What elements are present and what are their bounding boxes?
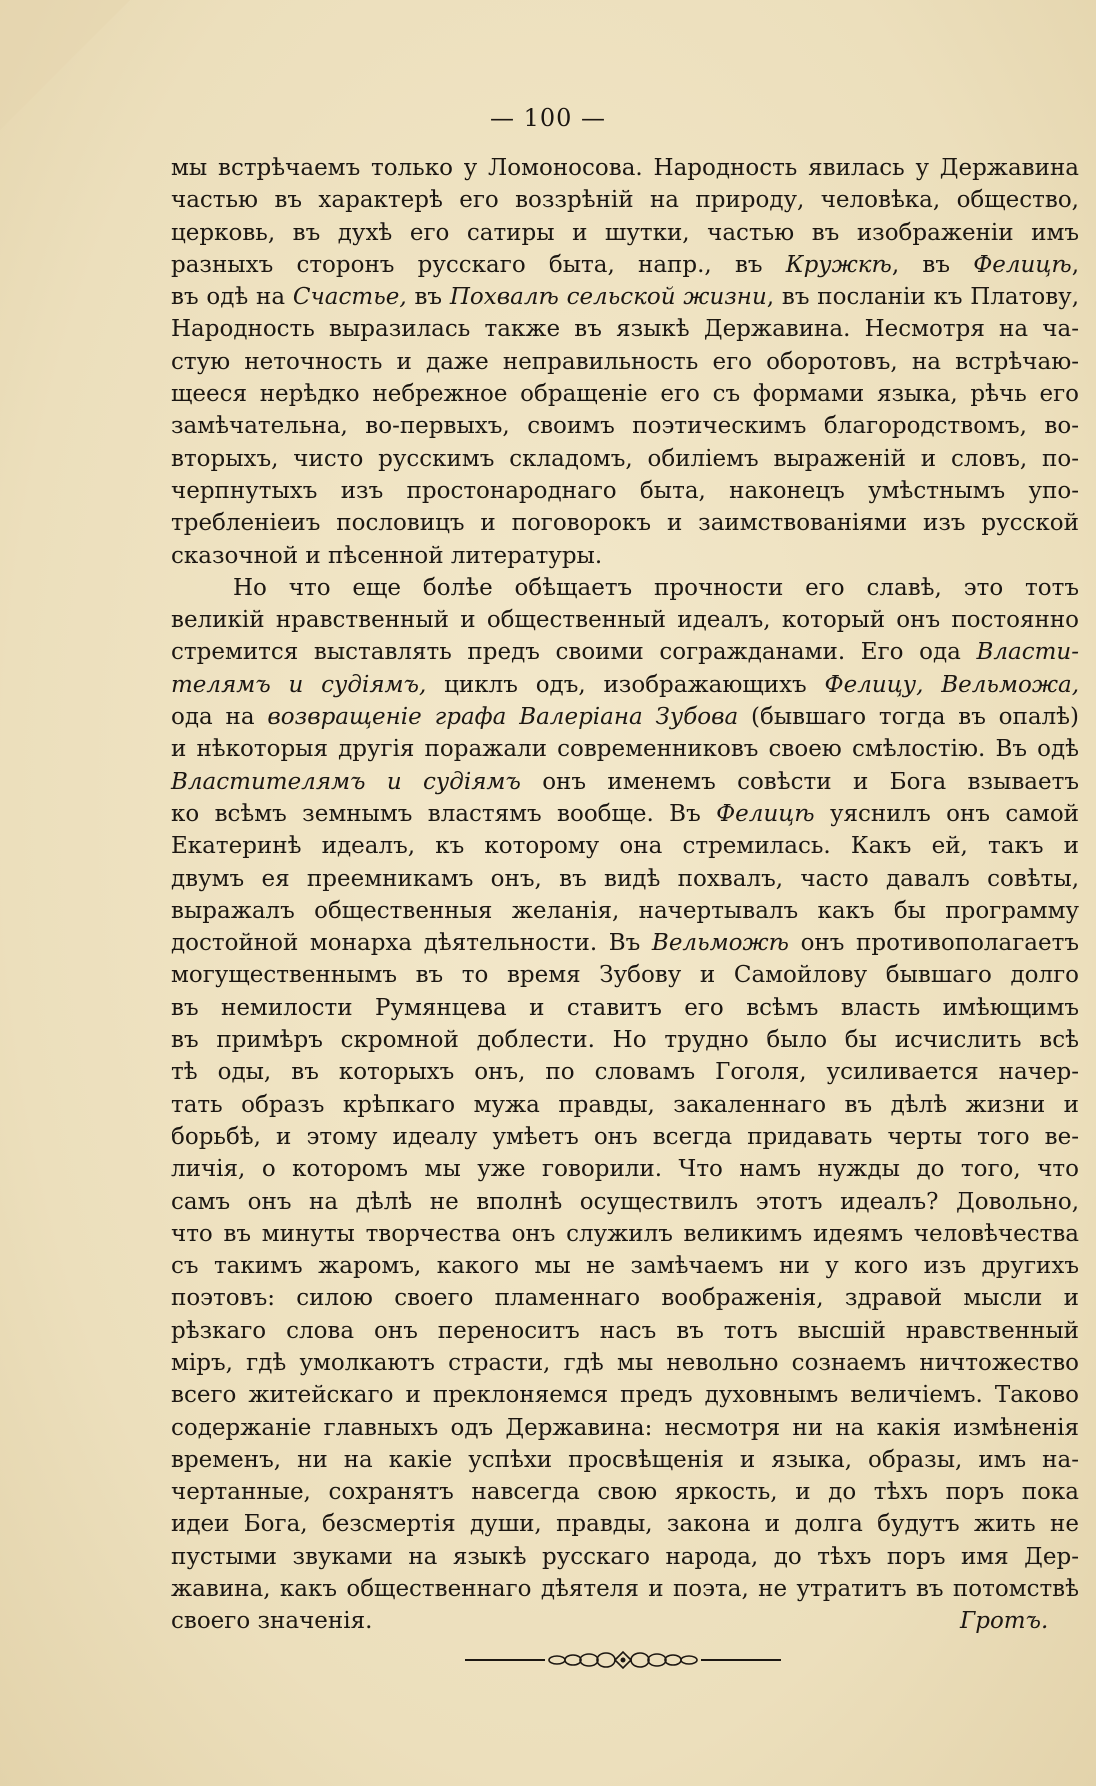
text-line [171,766,1079,798]
text-run: замѣчательна, во-первыхъ, своимъ поэтическимъ благородствомъ, во- [171,413,1079,440]
text-line [171,540,1079,572]
text-line [171,152,1079,184]
text-line [171,1315,1079,1347]
text-run: что въ минуты творчества онъ служилъ великимъ идеямъ человѣчества [171,1220,1079,1247]
text-line [171,1379,1079,1411]
italic-title: возвращеніе графа Валеріана Зубова [267,704,739,731]
text-line [171,1282,1079,1314]
text-line [171,959,1079,991]
text-line [171,701,1079,733]
ornament-divider [465,1648,781,1672]
text-line [171,572,1079,604]
italic-title: Фелицѣ [973,251,1072,278]
text-line [171,1089,1079,1121]
text-run: достойной монарха дѣятельности. Въ [171,930,652,957]
text-run: Екатеринѣ идеалъ, къ которому она стремилась. Какъ ей, такъ и [171,833,1079,860]
text-run: чертанные, сохранятъ навсегда свою яркость, и до тѣхъ поръ пока [171,1479,1079,1506]
text-run: могущественнымъ въ то время Зубову и Самойлову бывшаго долго [171,962,1079,989]
text-run: міръ, гдѣ умолкаютъ страсти, гдѣ мы невольно сознаемъ ничтожество [171,1349,1079,1376]
text-run: сказочной и пѣсенной литературы. [171,542,603,569]
text-run: Но что еще болѣе обѣщаетъ прочности его славѣ, это тотъ [233,574,1079,601]
text-run: съ такимъ жаромъ, какого мы не замѣчаемъ ни у кого изъ другихъ [171,1253,1079,1280]
text-line [171,1508,1079,1540]
text-run: жавина, какъ общественнаго дѣятеля и поэта, не утратитъ въ потомствѣ [171,1576,1079,1603]
text-run: черпнутыхъ изъ простонароднаго быта, наконецъ умѣстнымъ упо- [171,477,1079,504]
text-line [171,798,1079,830]
text-line [171,410,1079,442]
text-run: борьбѣ, и этому идеалу умѣетъ онъ всегда придавать черты того ве- [171,1123,1079,1150]
text-run: великій нравственный и общественный идеалъ, который онъ постоянно [171,607,1079,634]
text-run: выражалъ общественныя желанія, начертывалъ какъ бы программу [171,897,1079,924]
text-line [171,1573,1079,1605]
text-run: , [1071,251,1080,278]
text-line [171,1153,1079,1185]
italic-title: Фелицѣ [716,800,815,827]
text-line [171,249,1079,281]
body-text [171,152,1079,1638]
text-run: тѣ оды, въ которыхъ онъ, по словамъ Гоголя, усиливается начер- [171,1059,1079,1086]
text-run: временъ, ни на какіе успѣхи просвѣщенія и языка, образы, имъ на- [171,1446,1079,1473]
text-line [171,184,1079,216]
text-run: стую неточность и даже неправильность его оборотовъ, на встрѣчаю- [171,348,1079,375]
text-run: онъ именемъ совѣсти и Бога взываетъ [520,768,1079,795]
text-line [171,1444,1079,1476]
text-line [171,281,1079,313]
final-line [171,1605,1079,1637]
italic-title: Кружкѣ [785,251,892,278]
italic-title: Счастье, [292,284,407,311]
text-line [171,313,1079,345]
text-line [171,1121,1079,1153]
text-run: разныхъ сторонъ русскаго быта, напр., въ [171,251,786,278]
text-line [171,1541,1079,1573]
text-run: въ [406,284,450,311]
text-run: ода на [171,704,268,731]
text-run: ко всѣмъ земнымъ властямъ вообще. Въ [171,800,717,827]
text-run: требленіеиъ пословицъ и поговорокъ и заимствованіями изъ русской [171,510,1079,537]
text-run: , въ [891,251,974,278]
text-line [171,733,1079,765]
text-run: рѣзкаго слова онъ переноситъ насъ въ тотъ высшій нравственный [171,1317,1079,1344]
text-run: вторыхъ, чисто русскимъ складомъ, обиліемъ выраженій и словъ, по- [171,445,1079,472]
text-line [171,1186,1079,1218]
text-line [171,1218,1079,1250]
text-line [171,669,1079,701]
text-line [171,1024,1079,1056]
text-line [171,346,1079,378]
text-run: стремится выставлять предъ своими согражданами. Его ода [171,639,977,666]
text-run: пустыми звуками на языкѣ русскаго народа, до тѣхъ поръ имя Дер- [171,1543,1079,1570]
text-run: личія, о которомъ мы уже говорили. Что намъ нужды до того, что [171,1156,1079,1183]
text-run: въ немилости Румянцева и ставитъ его всѣмъ власть имѣющимъ [171,994,1079,1021]
italic-title: Вельможѣ [651,930,789,957]
text-line [171,604,1079,636]
text-run: всего житейскаго и преклоняемся предъ духовнымъ величіемъ. Таково [171,1382,1079,1409]
italic-title: телямъ и судіямъ, [171,671,427,698]
text-run: щееся нерѣдко небрежное обращеніе его съ формами языка, рѣчь его [171,381,1079,408]
final-line-text: своего значенія. [171,1608,373,1635]
text-run: содержаніе главныхъ одъ Державина: несмотря ни на какія измѣненія [171,1414,1079,1441]
text-run: поэтовъ: силою своего пламеннаго воображенія, здравой мысли и [171,1285,1079,1312]
text-line [171,927,1079,959]
text-line [171,636,1079,668]
italic-title: Власти- [976,639,1079,666]
text-run: циклъ одъ, изображающихъ [426,671,825,698]
text-line [171,1250,1079,1282]
text-run: Народность выразилась также въ языкѣ Державина. Несмотря на ча- [171,316,1079,343]
text-run: частью въ характерѣ его воззрѣній на природу, человѣка, общество, [171,187,1079,214]
text-run: (бывшаго тогда въ опалѣ) [738,704,1079,731]
text-line [171,830,1079,862]
text-line [171,992,1079,1024]
text-run: и нѣкоторыя другія поражали современниковъ своею смѣлостію. Въ одѣ [171,736,1079,763]
text-line [171,443,1079,475]
italic-title: Властителямъ и судіямъ [171,768,521,795]
text-line [171,895,1079,927]
text-line [171,1347,1079,1379]
text-run: въ примѣръ скромной доблести. Но трудно было бы исчислить всѣ [171,1027,1079,1054]
text-run: въ одѣ на [171,284,293,311]
text-run: уяснилъ онъ самой [814,800,1080,827]
text-run: двумъ ея преемникамъ онъ, въ видѣ похвалъ, часто давалъ совѣты, [171,865,1079,892]
text-run: , въ посланіи къ Платову, [766,284,1080,311]
italic-title: Фелицу, Вельможа, [824,671,1080,698]
author-signature: Гротъ. [960,1608,1049,1635]
text-run: идеи Бога, безсмертія души, правды, закона и долга будутъ жить не [171,1511,1079,1538]
text-line [171,217,1079,249]
text-line [171,1412,1079,1444]
text-run: церковь, въ духѣ его сатиры и шутки, частью въ изображеніи имъ [171,219,1079,246]
text-line [171,1056,1079,1088]
text-run: тать образъ крѣпкаго мужа правды, закаленнаго въ дѣлѣ жизни и [171,1091,1079,1118]
text-line [171,1476,1079,1508]
text-line [171,863,1079,895]
text-line [171,378,1079,410]
text-run: онъ противополагаетъ [788,930,1079,957]
italic-title: Похвалѣ сельской жизни [449,284,767,311]
text-run: мы встрѣчаемъ только у Ломоносова. Народность явилась у Державина [171,155,1079,181]
page-number: — 100 — [489,104,607,132]
text-run: самъ онъ на дѣлѣ не вполнѣ осуществилъ этотъ идеалъ? Довольно, [171,1188,1079,1215]
text-line [171,507,1079,539]
text-line [171,475,1079,507]
